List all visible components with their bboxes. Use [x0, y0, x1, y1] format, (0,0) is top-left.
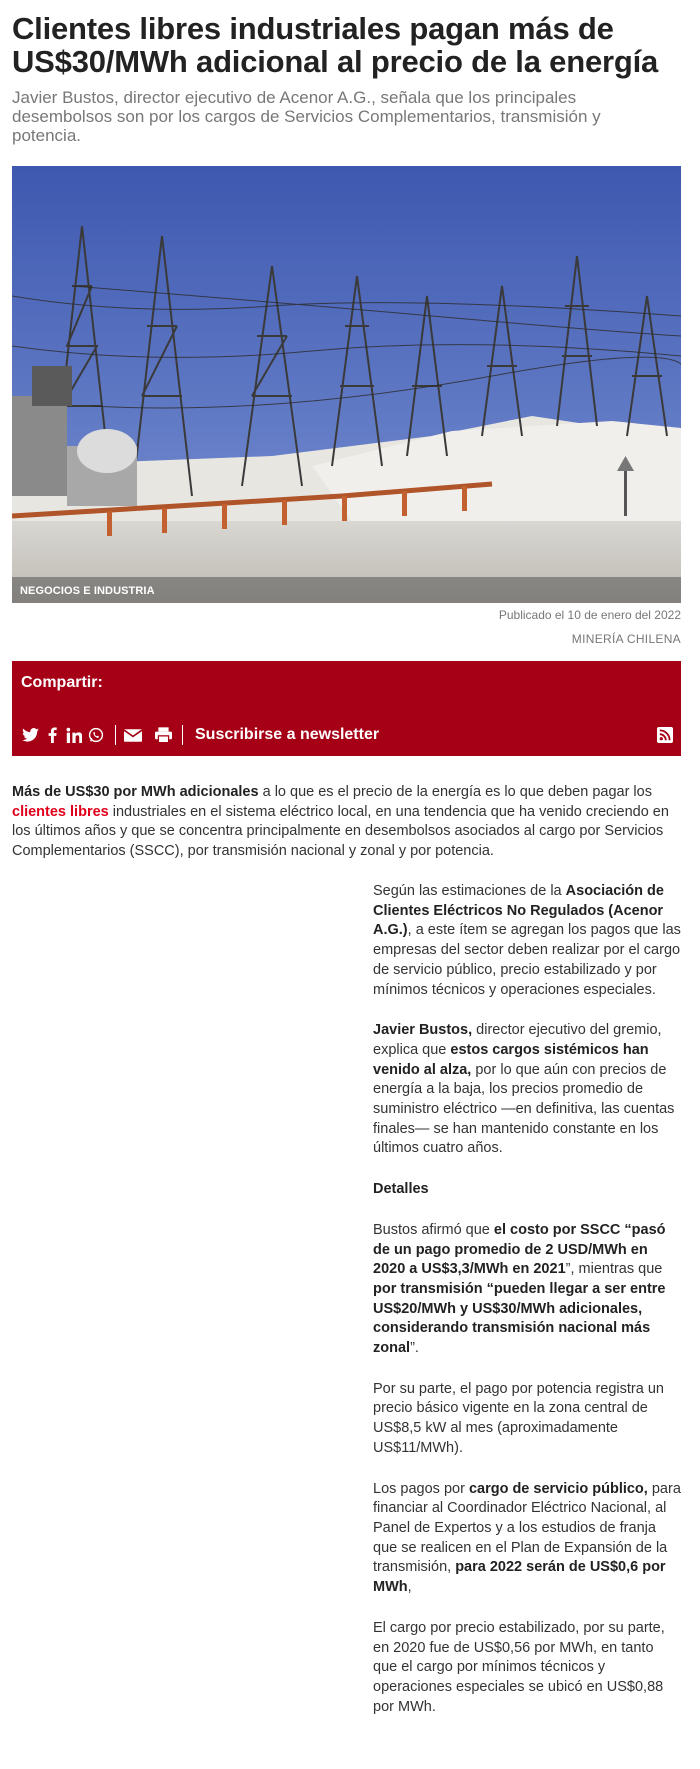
article-source: MINERÍA CHILENA [571, 632, 681, 646]
share-divider [115, 725, 116, 745]
paragraph-6: El cargo por precio estabilizado, por su parte, en 2020 fue de US$0,56 por MWh, en tanto que el cargo por mínimos técnicos y operaciones especiales se ubicó en US$0,88 por MWh. [373, 1619, 665, 1715]
lead-paragraph [12, 783, 681, 861]
linkedin-icon[interactable] [65, 726, 83, 744]
publish-date: Publicado el 10 de enero del 2022 [498, 608, 681, 622]
text: ”, mientras que [565, 1261, 663, 1278]
bold-text: por transmisión “pueden llegar a ser entre US$20/MWh y US$30/MWh adicionales, considerando transmisión nacional más zonal [373, 1280, 666, 1357]
lead-text: a lo que es el precio de la energía es lo que deben pagar los [258, 784, 652, 800]
text: para financiar al Coordinador Eléctrico Nacional, al Panel de Expertos y a los estudios de franja que se realicen en el Plan de Expansión de la transmisión, [373, 1480, 681, 1576]
clientes-libres-link[interactable]: clientes libres [12, 803, 109, 820]
print-icon[interactable] [154, 726, 172, 744]
article-subtitle: Javier Bustos, director ejecutivo de Acenor A.G., señala que los principales desembolsos son por los cargos de Servicios Complementarios, transmisión y potencia. [12, 88, 601, 145]
bold-text: Asociación de Clientes Eléctricos No Regulados (Acenor A.G.) [373, 883, 664, 939]
lead-text-2: industriales en el sistema eléctrico local, en una tendencia que ha venido creciendo en los últimos años y que se concentra principalmente en desembolsos asociados al cargo por Servicios Complementarios (SSCC), por transmisión nacional y zonal y por potencia. [12, 803, 669, 859]
page-title: Clientes libres industriales pagan más de US$30/MWh adicional al precio de la energía [12, 11, 659, 79]
share-divider-2 [182, 725, 183, 745]
paragraph-1 [373, 882, 681, 1000]
share-row [21, 724, 673, 746]
bold-text: Javier Bustos, [373, 1022, 473, 1039]
article-body [373, 882, 681, 1738]
lead-bold: Más de US$30 por MWh adicionales [12, 784, 259, 800]
text: Según las estimaciones de la [373, 883, 566, 899]
text: ”. [410, 1340, 419, 1357]
twitter-icon[interactable] [21, 726, 39, 744]
heading-text: Detalles [373, 1181, 429, 1198]
bold-text: el costo por SSCC “pasó de un pago promedio de 2 USD/MWh en 2020 a US$3,3/MWh en 2021 [373, 1221, 666, 1278]
paragraph-4: Por su parte, el pago por potencia registra un precio básico vigente en la zona central de US$8,5 kW al mes (aproximadamente US$11/MWh). [373, 1380, 664, 1456]
bold-text: cargo de servicio público, [468, 1480, 648, 1497]
text: , a este ítem se agregan los pagos que las empresas del sector deben realizar por el cargo de servicio público, precio estabilizado y por mínimos técnicos y operaciones especiales. [373, 922, 681, 998]
email-icon[interactable] [124, 726, 142, 744]
paragraph-3 [373, 1221, 681, 1359]
facebook-icon[interactable] [43, 726, 61, 744]
paragraph-5 [373, 1480, 681, 1598]
text: por lo que aún con precios de energía a la baja, los precios promedio de suministro eléctrico —en definitiva, las cuentas finales— se han mantenido constante en los últimos cuatro años. [373, 1061, 675, 1157]
share-title: Compartir: [21, 674, 103, 691]
whatsapp-icon[interactable] [87, 726, 105, 744]
text: Los pagos por [373, 1480, 469, 1497]
rss-icon[interactable] [657, 727, 673, 743]
text: director ejecutivo del gremio, explica que [373, 1022, 662, 1058]
text: , [407, 1579, 412, 1596]
substation-photo [12, 166, 681, 603]
newsletter-link[interactable]: Suscribirse a newsletter [195, 726, 380, 743]
text: Bustos afirmó que [373, 1221, 494, 1238]
hero-image [12, 166, 681, 603]
bold-text: estos cargos sistémicos han venido al alza, [373, 1041, 649, 1078]
paragraph-2 [373, 1021, 681, 1159]
bold-text: para 2022 serán de US$0,6 por MWh [373, 1559, 666, 1596]
category-label[interactable]: NEGOCIOS E INDUSTRIA [20, 585, 155, 597]
share-bar [12, 661, 681, 756]
section-heading [373, 1180, 681, 1200]
